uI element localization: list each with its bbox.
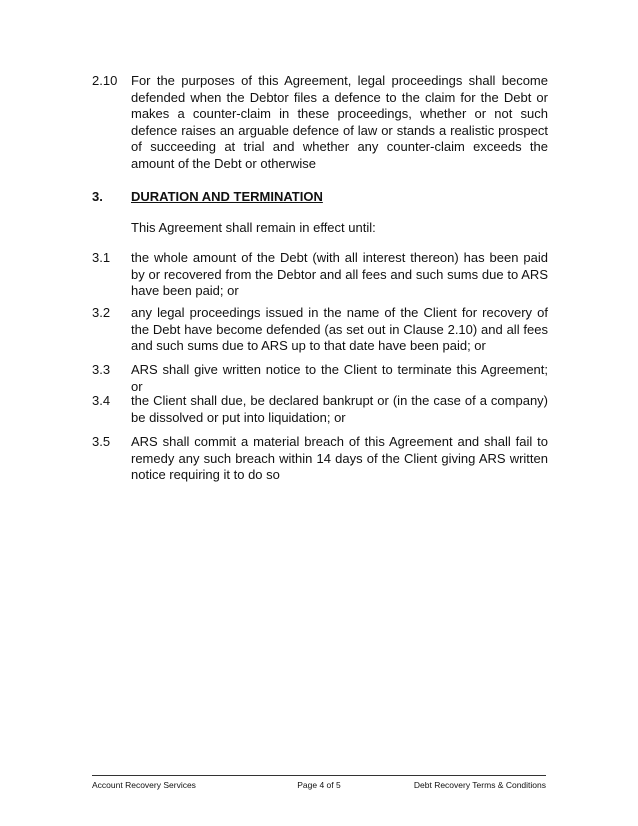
section-title: DURATION AND TERMINATION	[131, 189, 323, 204]
section-intro: This Agreement shall remain in effect until:	[131, 220, 376, 235]
footer-document-title: Debt Recovery Terms & Conditions	[413, 780, 546, 790]
clause-3-1	[92, 250, 548, 300]
clause-text: the whole amount of the Debt (with all interest thereon) has been paid by or recovered from the Debtor and all fees and such sums due to ARS have been paid; or	[131, 250, 548, 298]
footer-page-number: Page 4 of 5	[297, 780, 341, 790]
clause-3-4	[92, 393, 548, 426]
section-number: 3.	[92, 189, 103, 204]
clause-number: 3.1	[92, 250, 111, 265]
clause-3-5	[92, 434, 548, 484]
clause-number: 3.3	[92, 362, 111, 377]
clause-text: For the purposes of this Agreement, legal proceedings shall become defended when the Debtor files a defence to the claim for the Debt or makes a counter-claim in these proceedings, whether or not such defence raises an arguable defence of law or stands a realistic prospect of succeeding at trial and whether any counter-claim exceeds the amount of the Debt or otherwise	[131, 73, 548, 171]
clause-number: 3.4	[92, 393, 111, 408]
clause-text: ARS shall commit a material breach of this Agreement and shall fail to remedy any such breach within 14 days of the Client giving ARS written notice requiring it to do so	[131, 434, 548, 482]
clause-text: ARS shall give written notice to the Client to terminate this Agreement; or	[131, 362, 548, 394]
clause-text: the Client shall due, be declared bankrupt or (in the case of a company) be dissolved or put into liquidation; or	[131, 393, 548, 425]
footer-company: Account Recovery Services	[92, 780, 196, 790]
clause-text: any legal proceedings issued in the name of the Client for recovery of the Debt have become defended (as set out in Clause 2.10) and all fees and such sums due to ARS up to that date have been paid; or	[131, 305, 548, 353]
clause-3-3	[92, 362, 548, 395]
clause-number: 3.2	[92, 305, 111, 320]
clause-2-10	[92, 73, 548, 172]
clause-number: 2.10	[92, 73, 118, 88]
clause-number: 3.5	[92, 434, 111, 449]
clause-3-2	[92, 305, 548, 355]
page-footer	[92, 775, 546, 793]
section-heading-3	[92, 189, 548, 206]
